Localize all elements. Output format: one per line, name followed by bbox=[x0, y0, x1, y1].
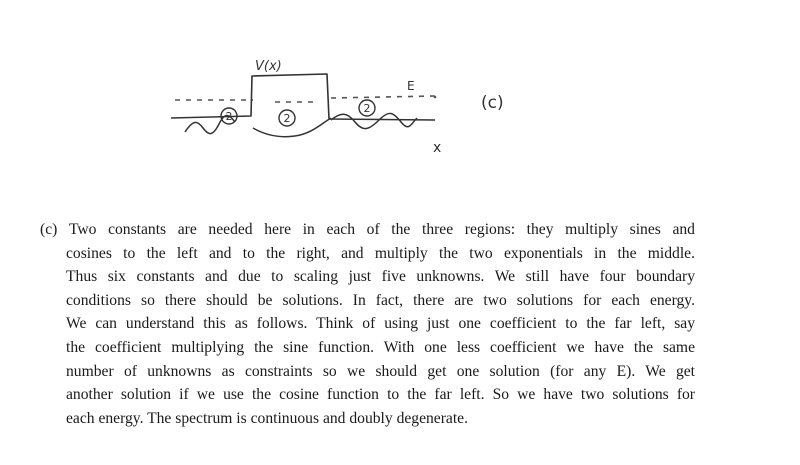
region-label-left: 2 bbox=[225, 110, 233, 123]
solution-line-1-text: Two constants are needed here in each of the three regions: they multiply sines and bbox=[68, 221, 695, 238]
solution-line-4: conditions so there should be solutions. In fact, there are two solutions for each energy. bbox=[66, 291, 695, 309]
solution-line-3: Thus six constants and due to scaling just five unknowns. We still have four boundary bbox=[66, 268, 695, 286]
energy-level-line-right bbox=[331, 96, 435, 98]
solution-line-2: cosines to the left and to the right, and multiply the two exponentials in the middle. bbox=[66, 244, 695, 262]
middle-exponential-wavefunction bbox=[253, 118, 331, 137]
region-label-right: 2 bbox=[363, 102, 371, 115]
energy-label: E bbox=[407, 79, 415, 93]
potential-sketch bbox=[135, 40, 555, 165]
potential-sketch-figure bbox=[135, 40, 555, 165]
axis-label: x bbox=[433, 140, 442, 156]
region-label-middle: 2 bbox=[283, 112, 291, 125]
part-label-text: (c) bbox=[40, 221, 58, 238]
solution-line-7: number of unknowns as constraints so we should get one solution (for any E). We get bbox=[66, 362, 695, 380]
solution-line-5: We can understand this as follows. Think of using just one coefficient to the far left, say bbox=[66, 315, 695, 333]
potential-outline bbox=[171, 74, 435, 120]
potential-label: V(x) bbox=[255, 59, 282, 74]
solution-line-6: the coefficient multiplying the sine function. With one less coefficient we have the same bbox=[66, 338, 695, 356]
solution-line-8: another solution if we use the cosine function to the far left. So we have two solutions for bbox=[66, 386, 695, 404]
solution-paragraph bbox=[40, 218, 695, 430]
solution-line-9: each energy. The spectrum is continuous and doubly degenerate. bbox=[66, 409, 468, 427]
part-label: (c) bbox=[481, 93, 504, 113]
right-oscillating-wavefunction bbox=[331, 113, 417, 128]
energy-dot bbox=[434, 96, 437, 99]
solution-line-1 bbox=[40, 218, 695, 242]
